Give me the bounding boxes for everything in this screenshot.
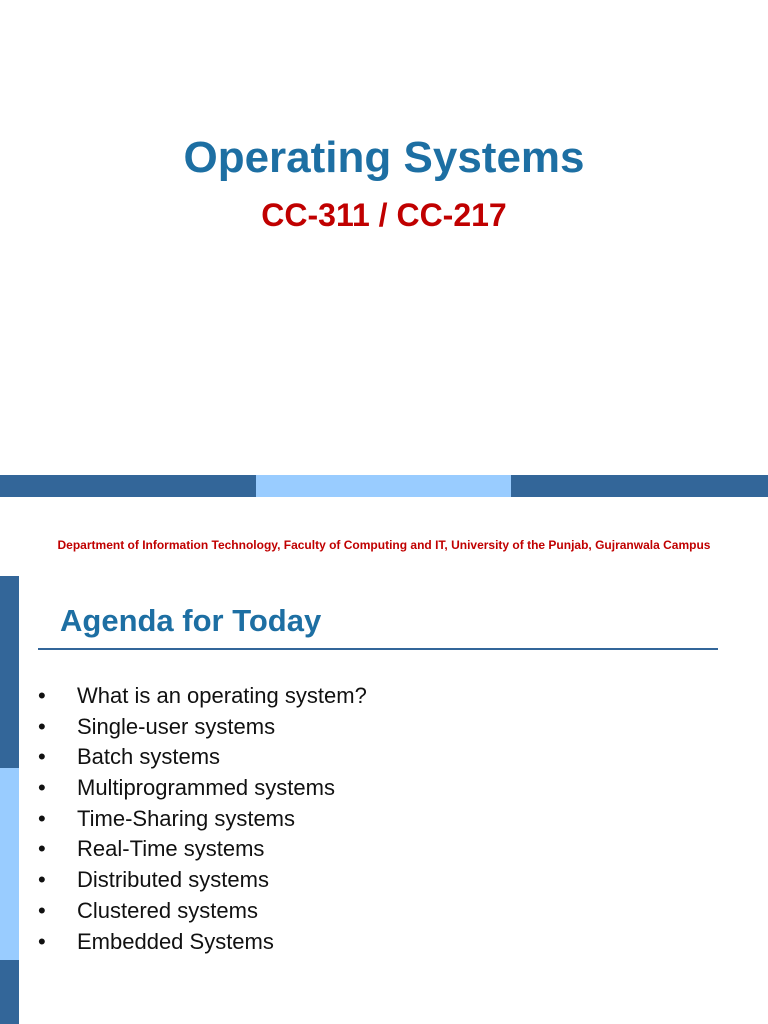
slide-title: Operating Systems: [183, 133, 585, 182]
bullet-icon: •: [38, 713, 46, 739]
bullet-icon: •: [38, 775, 46, 801]
list-item-text: Multiprogrammed systems: [77, 775, 335, 801]
sidebar-bar-light: [0, 768, 19, 960]
list-item-text: Batch systems: [77, 744, 221, 770]
course-code: CC-311 / CC-217: [261, 197, 507, 233]
stripe-dark-right: [511, 475, 768, 497]
list-item-text: Embedded Systems: [77, 928, 274, 954]
agenda-list: [38, 681, 367, 957]
list-item: [38, 712, 367, 743]
list-item: [38, 865, 367, 896]
sidebar-bar-dark-bottom: [0, 960, 19, 1024]
list-item: [38, 927, 367, 958]
sidebar-bar-dark: [0, 576, 19, 768]
list-item: [38, 834, 367, 865]
list-item-text: Single-user systems: [77, 713, 276, 739]
list-item: [38, 742, 367, 773]
bullet-icon: •: [38, 683, 46, 708]
list-item: [38, 804, 367, 835]
bullet-icon: •: [38, 744, 46, 770]
title-underline: [38, 648, 718, 650]
agenda-title: Agenda for Today: [60, 603, 322, 638]
bullet-icon: •: [38, 805, 46, 831]
list-item-text: Real-Time systems: [77, 836, 265, 862]
bullet-icon: •: [38, 867, 46, 893]
list-item-text: Distributed systems: [77, 867, 269, 893]
list-item-text: Time-Sharing systems: [77, 805, 296, 831]
stripe-dark-left: [0, 475, 256, 497]
stripe-light-middle: [256, 475, 511, 497]
bullet-icon: •: [38, 836, 46, 862]
bullet-icon: •: [38, 897, 46, 923]
list-item: [38, 773, 367, 804]
list-item-text: What is an operating system?: [77, 683, 367, 708]
department-footer: Department of Information Technology, Faculty of Computing and IT, University of the Punjab, Gujranwala Campus: [57, 538, 711, 552]
list-item: [38, 681, 367, 712]
bullet-icon: •: [38, 928, 46, 954]
list-item: [38, 896, 367, 927]
list-item-text: Clustered systems: [77, 897, 258, 923]
